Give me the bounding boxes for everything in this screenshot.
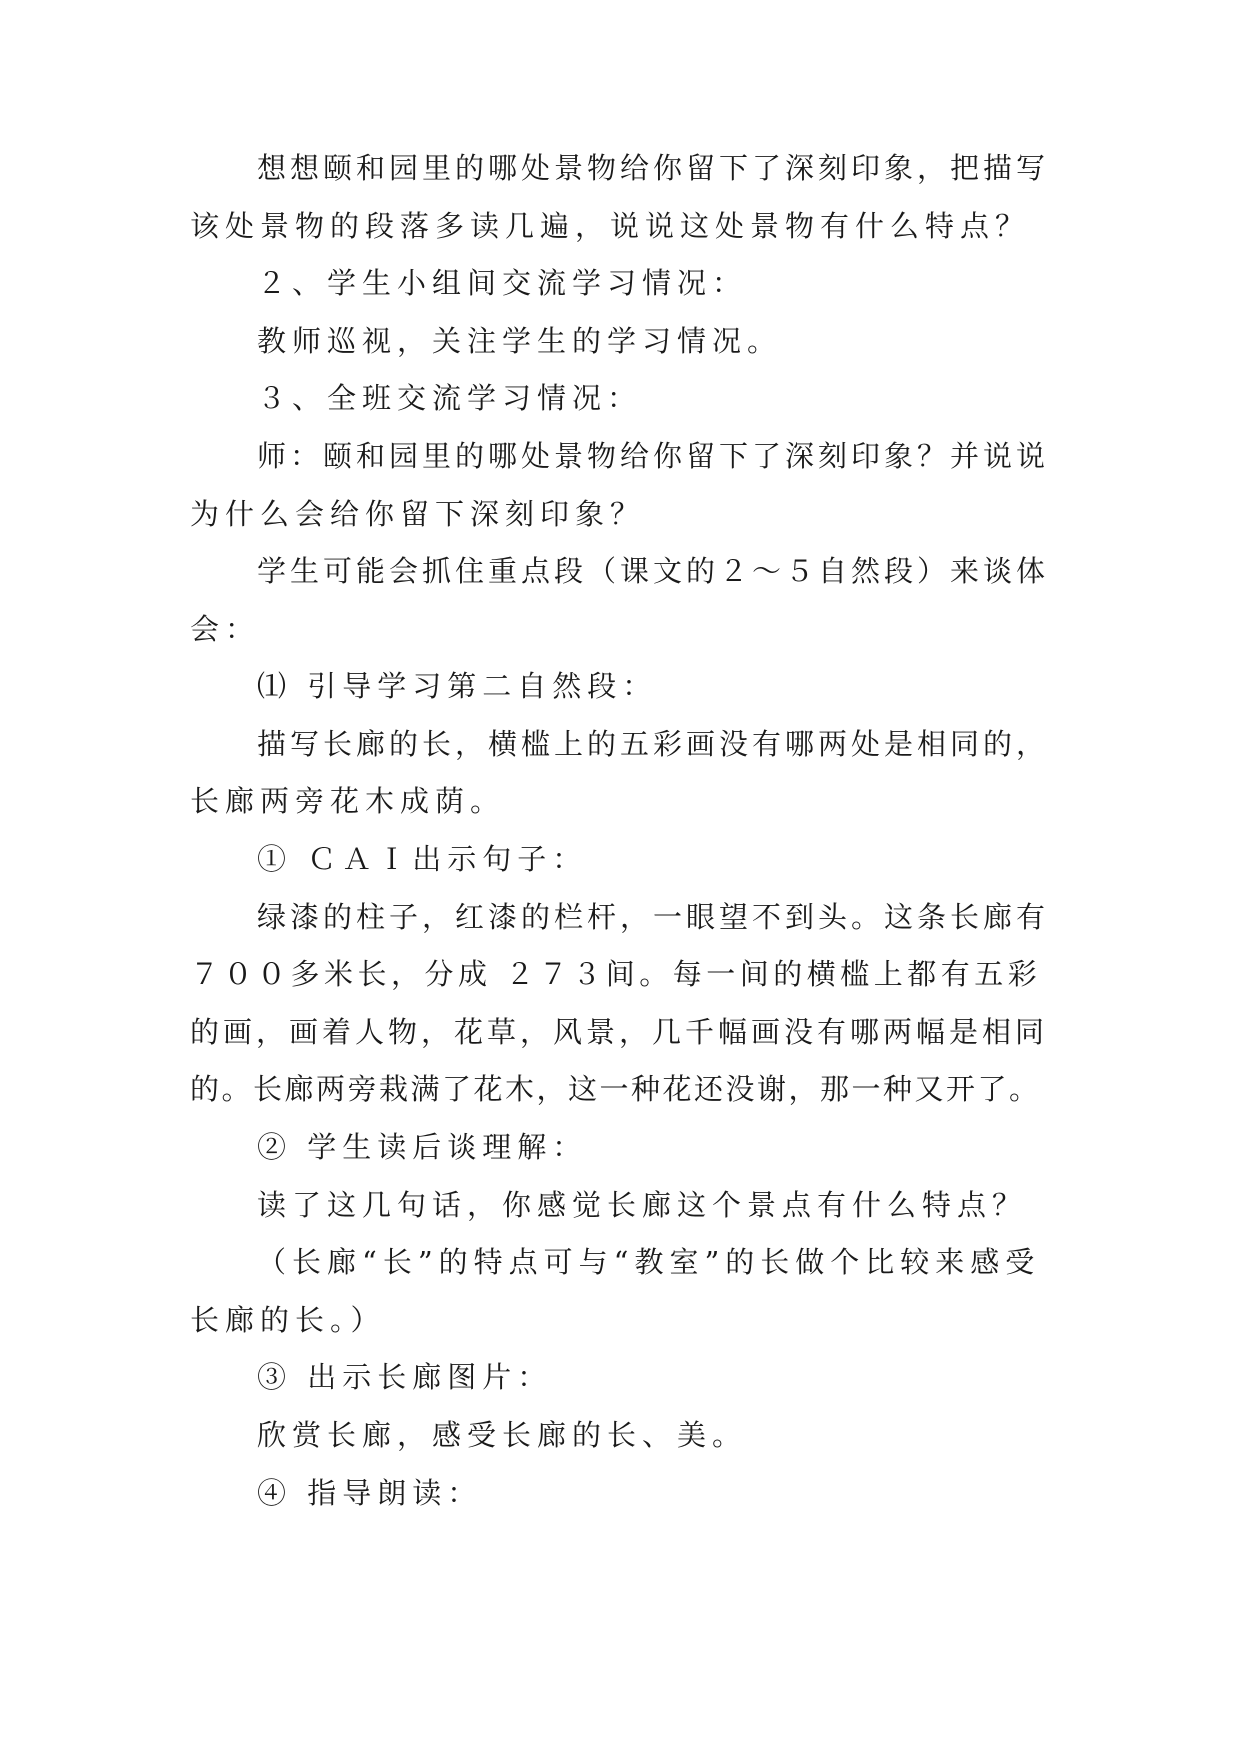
text-line: ④ 指导朗读： [257,1476,483,1510]
text-line: 为什么会给你留下深刻印象？ [190,497,646,531]
text-line: 描写长廊的长，横槛上的五彩画没有哪两处是相同的， [257,727,1050,761]
text-line: 长廊的长。） [190,1303,386,1337]
text-line: 的。长廊两旁栽满了花木，这一种花还没谢，那一种又开了。 [190,1072,1041,1106]
text-line: 绿漆的柱子，红漆的栏杆，一眼望不到头。这条长廊有 [257,900,1050,934]
text-line: ⑴ 引导学习第二自然段： [257,669,658,703]
text-line: ① ＣＡＩ出示句子： [257,842,588,876]
text-line: 想想颐和园里的哪处景物给你留下了深刻印象，把描写 [257,151,1050,185]
text-line: 的画，画着人物，花草，风景，几千幅画没有哪两幅是相同 [190,1015,1049,1049]
text-line: 学生可能会抓住重点段（课文的２～５自然段）来谈体 [257,554,1050,588]
text-line: 该处景物的段落多读几遍，说说这处景物有什么特点？ [190,209,1031,243]
text-line: ② 学生读后谈理解： [257,1130,588,1164]
text-line: 欣赏长廊，感受长廊的长、美。 [257,1418,748,1452]
text-line: 教师巡视，关注学生的学习情况。 [257,324,783,358]
text-line: （长廊“长”的特点可与“教室”的长做个比较来感受 [257,1245,1041,1279]
text-line: ③ 出示长廊图片： [257,1360,553,1394]
text-line: ３、全班交流学习情况： [257,381,643,415]
text-line: 长廊两旁花木成荫。 [190,784,506,818]
text-line: ２、学生小组间交流学习情况： [257,266,748,300]
text-line: 读了这几句话，你感觉长廊这个景点有什么特点？ [257,1188,1028,1222]
text-line: 会： [190,612,261,646]
text-line: ７００多米长，分成 ２７３间。每一间的横槛上都有五彩 [190,957,1042,991]
text-line: 师：颐和园里的哪处景物给你留下了深刻印象？并说说 [257,439,1050,473]
